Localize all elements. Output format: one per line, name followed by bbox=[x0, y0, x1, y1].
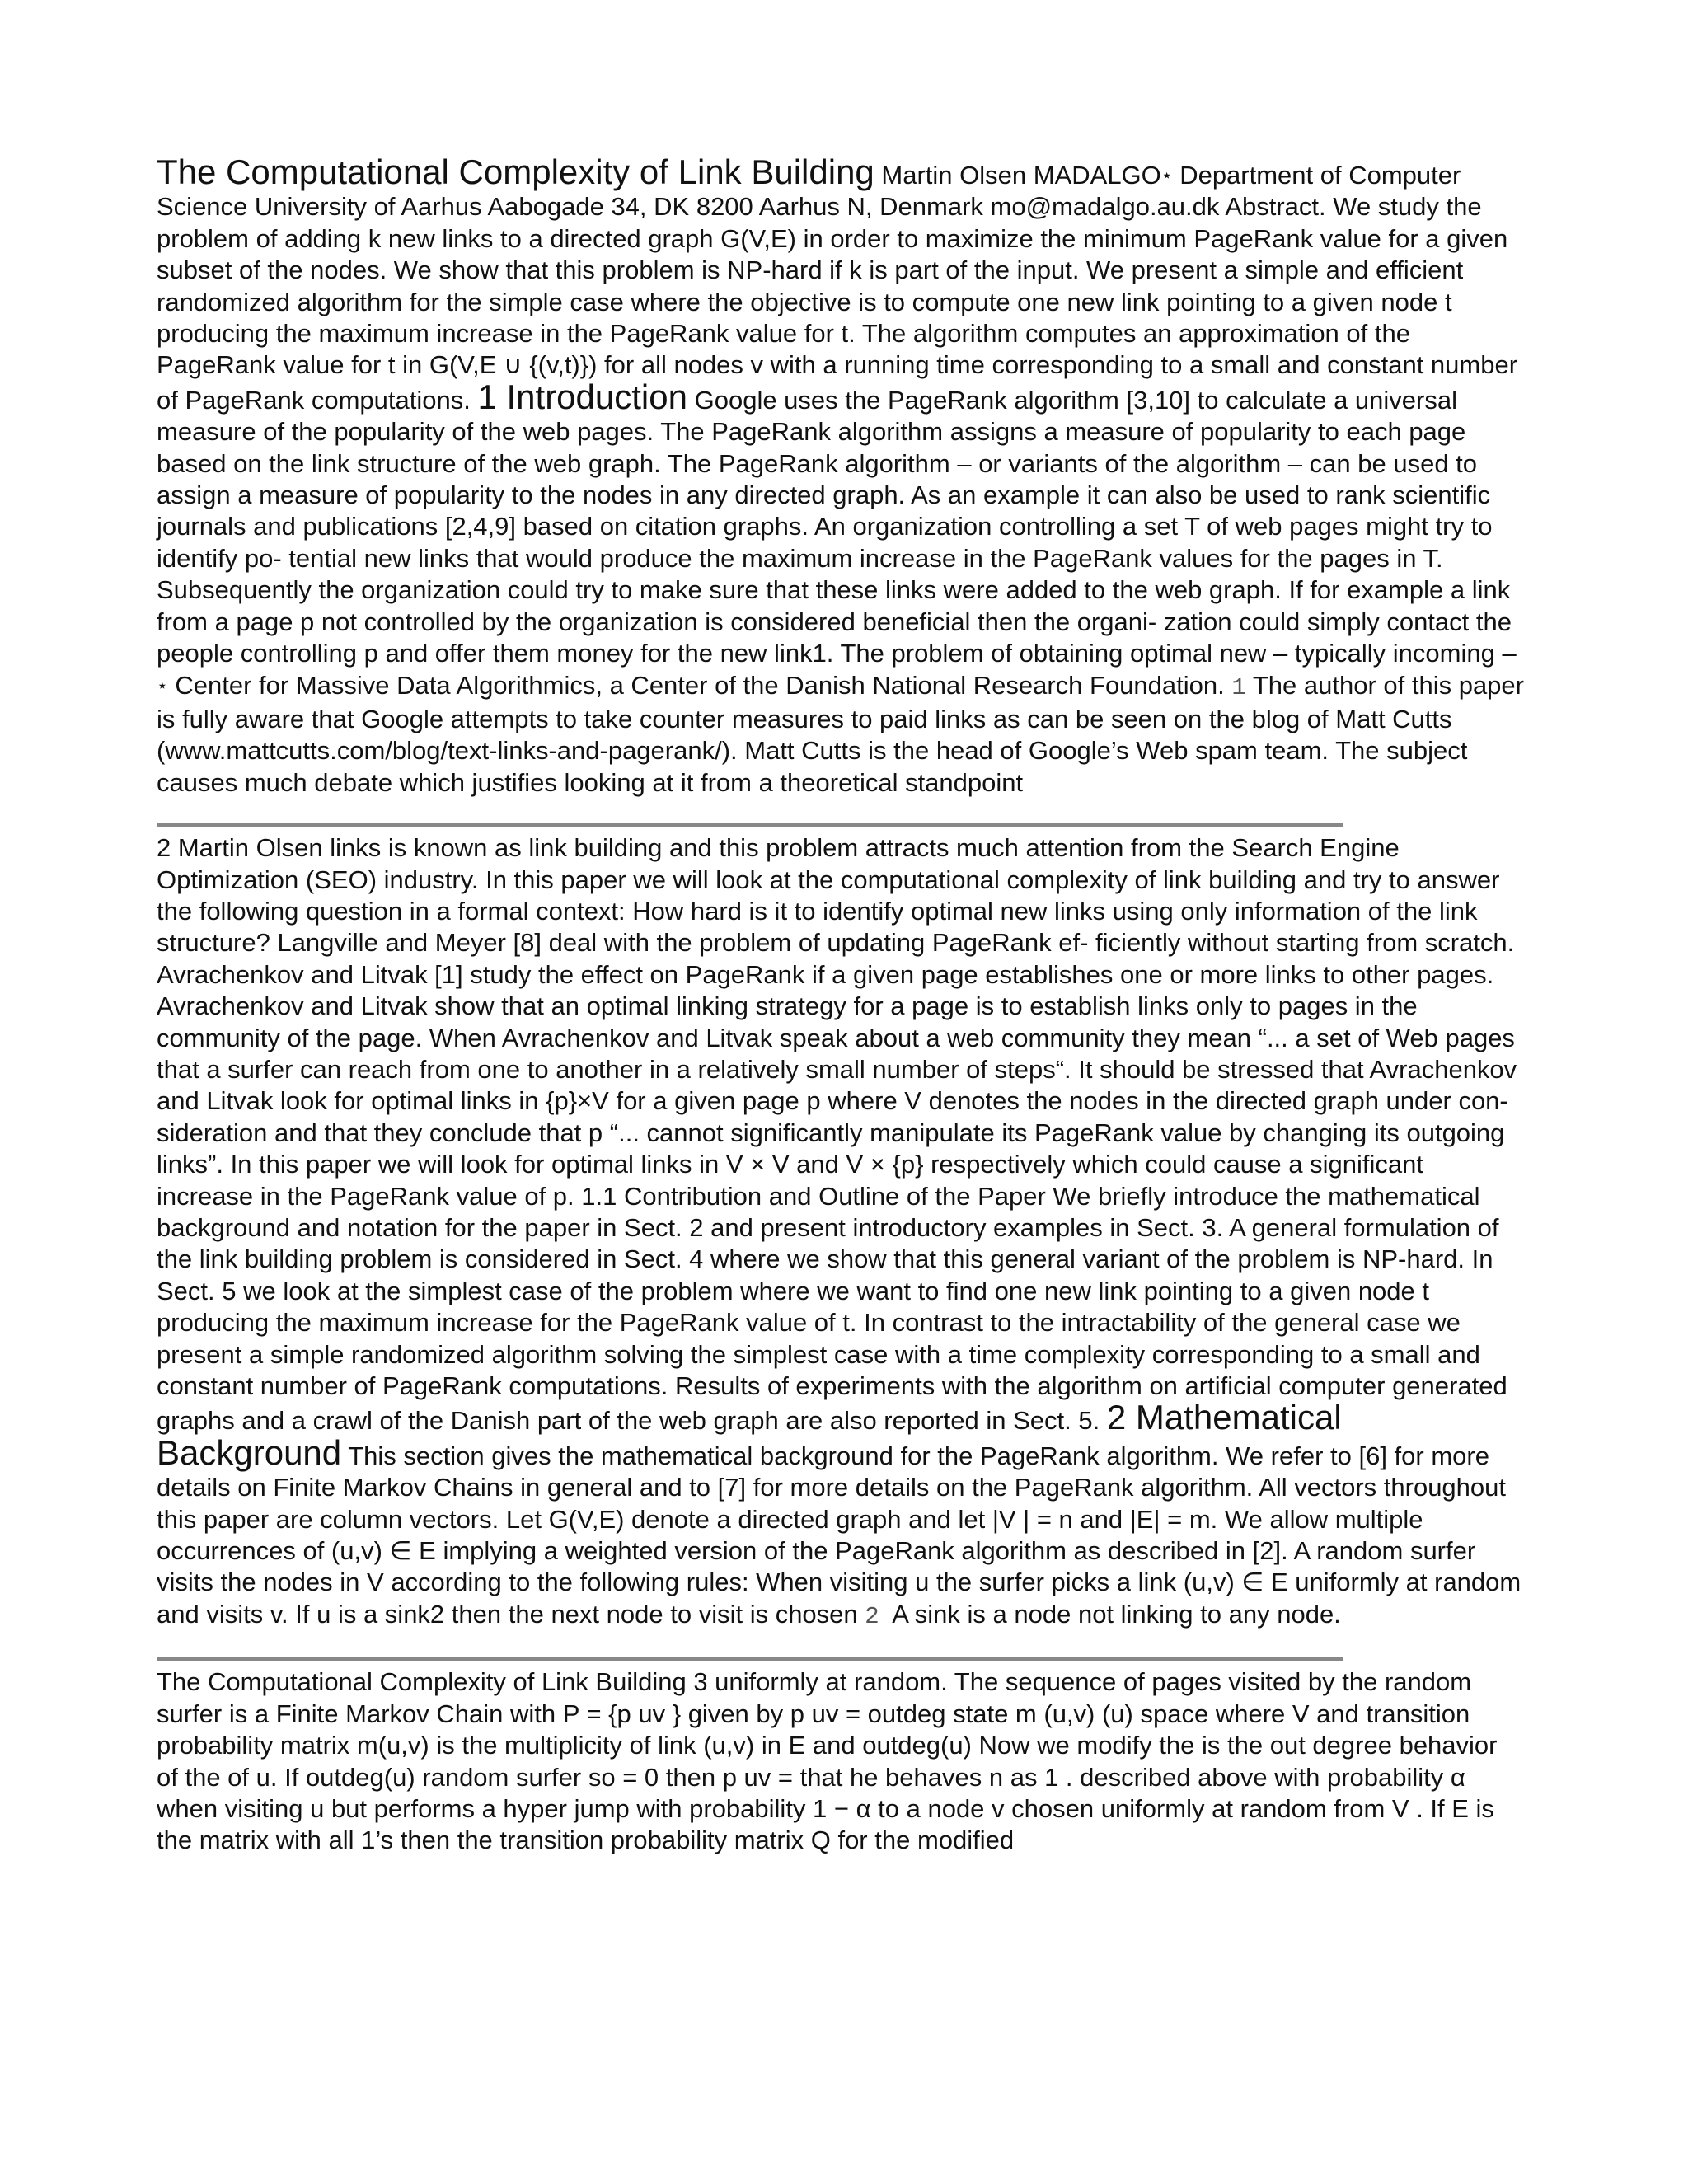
star-footnote-mark-2: ⋆ bbox=[157, 674, 168, 696]
mathematical-background-heading: 2 Mathematical Background bbox=[157, 1398, 1342, 1472]
abstract: Abstract. We study the problem of adding k new links to a directed graph G(V,E) in order to maximize the minimum PageRank value for a given subset of the nodes. We show that this problem is NP-hard if k is part of the input. We present a simple and efficient randomized algorithm for the simple case where the objective is to compute one new link pointing to a given node t producing the maximum increase in the PageRank value for t. The algorithm computes an approximation of the PageRank value for t in G(V,E ∪ {(v,t)}) for all nodes v with a running time corresponding to a small and constant number of PageRank computations. bbox=[157, 192, 1518, 415]
page-1-text bbox=[157, 152, 1525, 799]
page-3-body: The Computational Complexity of Link Building 3 uniformly at random. The sequence of pages visited by the random surfer is a Finite Markov Chain with P = {p uv } given by p uv = outdeg state m (u,v) (u) space where V and transition probability matrix m(u,v) is the multiplicity of link (u,v) in E and outdeg(u) Now we modify the is the out degree behavior of the of u. If outdeg(u) random surfer so = 0 then p uv = that he behaves n as 1 . described above with probability α when visiting u but performs a hyper jump with probability 1 − α to a node v chosen uniformly at random from V . If E is the matrix with all 1’s then the transition probability matrix Q for the modified bbox=[157, 1667, 1498, 1855]
page-divider-1 bbox=[157, 823, 1343, 827]
paper-page bbox=[157, 152, 1525, 1857]
star-footnote-mark: ⋆ bbox=[1160, 165, 1173, 185]
introduction-heading: 1 Introduction bbox=[477, 377, 687, 416]
mathematical-background-text: This section gives the mathematical background for the PageRank algorithm. We refer to [6] for more details on Finite Markov Chains in general and to [7] for more details on the PageRank algorithm. All vectors throughout this paper are column vectors. Let G(V,E) denote a directed graph and let |V | = n and |E| = m. We allow multiple occurrences of (u,v) ∈ E implying a weighted version of the PageRank algorithm as described in [2]. A random surfer visits the nodes in V according to the following rules: When visiting u the surfer picks a link (u,v) ∈ E uniformly at random and visits v. If u is a sink2 then the next node to visit is chosen bbox=[157, 1441, 1522, 1629]
affiliation-address: Department of Computer Science University of Aarhus Aabogade 34, DK 8200 Aarhus N, Denmark mo@madalgo.au.dk bbox=[157, 161, 1461, 222]
footnote-1-text: The author of this paper is fully aware that Google attempts to take counter measures to paid links as can be seen on the blog of Matt Cutts (www.mattcutts.com/blog/text-links-and-pagerank/). Matt Cutts is the head of Google’s Web spam team. The subject causes much debate which justifies looking at it from a theoretical standpoint bbox=[157, 670, 1524, 797]
author-affiliation: Martin Olsen MADALGO bbox=[881, 161, 1161, 190]
page-2-text bbox=[157, 832, 1525, 1633]
page-divider-2 bbox=[157, 1657, 1343, 1661]
paper-title: The Computational Complexity of Link Building bbox=[157, 152, 874, 191]
page-2-body: 2 Martin Olsen links is known as link building and this problem attracts much attention from the Search Engine Optimization (SEO) industry. In this paper we will look at the computational complexity of link building and try to answer the following question in a formal context: How hard is it to identify optimal new links using only information of the link structure? Langville and Meyer [8] deal with the problem of updating PageRank ef- ficiently without starting from scratch. Avrachenkov and Litvak [1] study the effect on PageRank if a given page establishes one or more links to other pages. Avrachenkov and Litvak show that an optimal linking strategy for a page is to establish links only to pages in the community of the page. When Avrachenkov and Litvak speak about a web community they mean “... a set of Web pages that a surfer can reach from one to another in a relatively small number of steps“. It should be stressed that Avrachenkov and Litvak look for optimal links in {p}×V for a given page p where V denotes the nodes in the directed graph under con- sideration and that they conclude that p “... cannot significantly manipulate its PageRank value by changing its outgoing links”. In this paper we will look for optimal links in V × V and V × {p} respectively which could cause a significant increase in the PageRank value of p. 1.1 Contribution and Outline of the Paper We briefly introduce the mathematical background and notation for the paper in Sect. 2 and present introductory examples in Sect. 3. A general formulation of the link building problem is considered in Sect. 4 where we show that this general variant of the problem is NP-hard. In Sect. 5 we look at the simplest case of the problem where we want to find one new link pointing to a given node t producing the maximum increase for the PageRank value of t. In contrast to the intractability of the general case we present a simple randomized algorithm solving the simplest case with a time complexity corresponding to a small and constant number of PageRank computations. Results of experiments with the algorithm on artificial computer generated graphs and a crawl of the Danish part of the web graph are also reported in Sect. 5. bbox=[157, 833, 1517, 1436]
footnote-2-mark: 2 bbox=[865, 1602, 879, 1630]
page-3-text bbox=[157, 1666, 1525, 1856]
introduction-text: Google uses the PageRank algorithm [3,10] to calculate a universal measure of the popularity of the web pages. The PageRank algorithm assigns a measure of popularity to each page based on the link structure of the web graph. The PageRank algorithm – or variants of the algorithm – can be used to assign a measure of popularity to the nodes in any directed graph. As an example it can also be used to rank scientific journals and publications [2,4,9] based on citation graphs. An organization controlling a set T of web pages might try to identify po- tential new links that would produce the maximum increase in the PageRank values for the pages in T. Subsequently the organization could try to make sure that these links were added to the web graph. If for example a link from a page p not controlled by the organization is considered beneficial then the organi- zation could simply contact the people controlling p and offer them money for the new link1. The problem of obtaining optimal new – typically incoming – bbox=[157, 385, 1517, 668]
footnote-star-text: Center for Massive Data Algorithmics, a Center of the Danish National Research Foundation. bbox=[167, 670, 1225, 700]
footnote-1-mark: 1 bbox=[1231, 673, 1246, 701]
footnote-2-text: A sink is a node not linking to any node. bbox=[892, 1599, 1341, 1629]
